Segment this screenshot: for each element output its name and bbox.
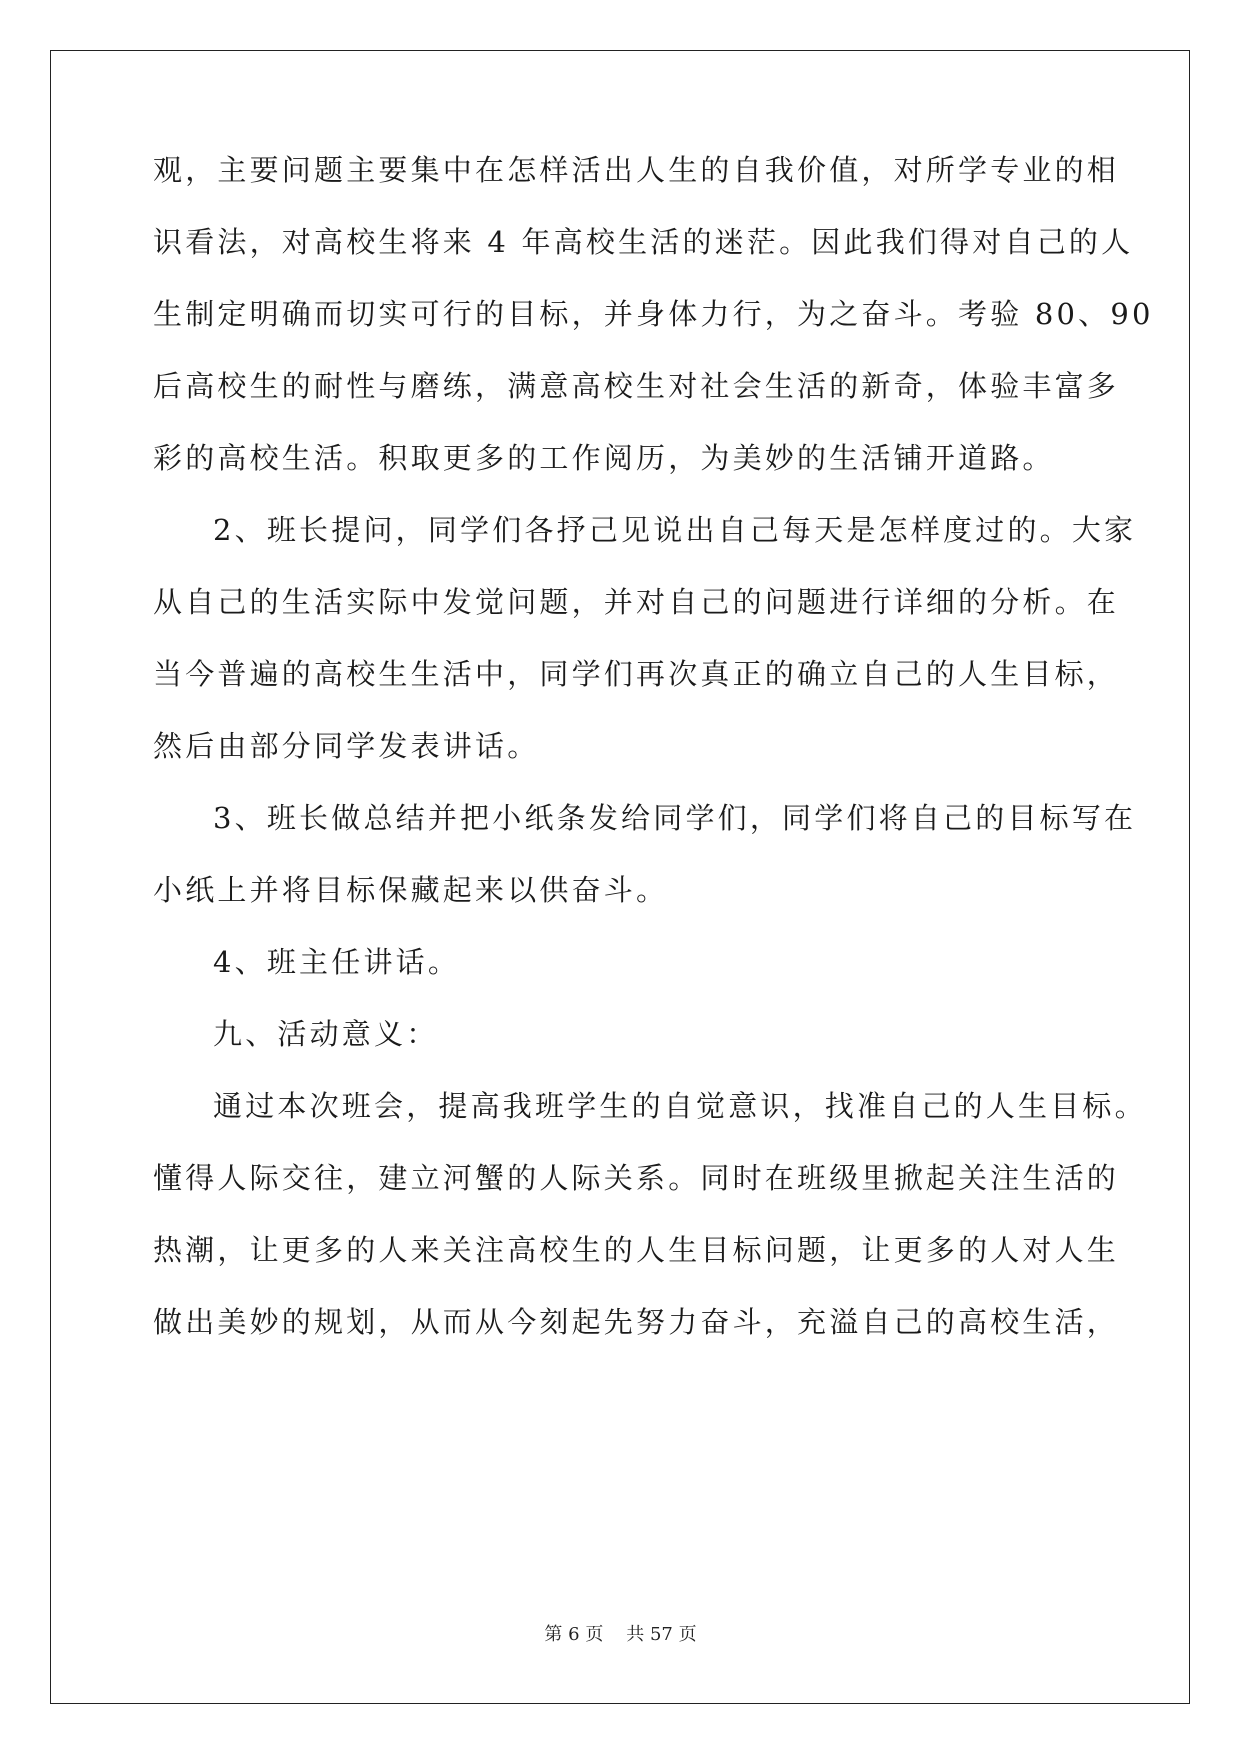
text-line: 生制定明确而切实可行的目标，并身体力行，为之奋斗。考验 80、90 — [153, 297, 1154, 331]
text-line: 小纸上并将目标保藏起来以供奋斗。 — [153, 873, 669, 907]
text-line: 懂得人际交往，建立河蟹的人际关系。同时在班级里掀起关注生活的 — [153, 1161, 1120, 1195]
paragraph-start: 通过本次班会，提高我班学生的自觉意识，找准自己的人生目标。 — [213, 1089, 1147, 1123]
text-line: 后高校生的耐性与磨练，满意高校生对社会生活的新奇，体验丰富多 — [153, 369, 1120, 403]
text-line: 热潮，让更多的人来关注高校生的人生目标问题，让更多的人对人生 — [153, 1233, 1120, 1267]
text-line: 观，主要问题主要集中在怎样活出人生的自我价值，对所学专业的相 — [153, 153, 1120, 187]
paragraph-start: 2、班长提问，同学们各抒己见说出自己每天是怎样度过的。大家 — [213, 513, 1137, 547]
section-heading: 九、活动意义： — [213, 1017, 439, 1051]
paragraph-start: 3、班长做总结并把小纸条发给同学们，同学们将自己的目标写在 — [213, 801, 1137, 835]
text-line: 做出美妙的规划，从而从今刻起先努力奋斗，充溢自己的高校生活， — [153, 1305, 1120, 1339]
text-line: 识看法，对高校生将来 4 年高校生活的迷茫。因此我们得对自己的人 — [153, 225, 1134, 259]
page-number: 第 6 页 — [544, 1624, 604, 1645]
page-footer — [0, 1623, 1241, 1647]
text-line: 当今普遍的高校生生活中，同学们再次真正的确立自己的人生目标， — [153, 657, 1120, 691]
text-line: 然后由部分同学发表讲话。 — [153, 729, 540, 763]
text-line: 从自己的生活实际中发觉问题，并对自己的问题进行详细的分析。在 — [153, 585, 1120, 619]
paragraph-start: 4、班主任讲话。 — [213, 945, 461, 979]
page-total: 共 57 页 — [626, 1624, 697, 1645]
text-line: 彩的高校生活。积取更多的工作阅历，为美妙的生活铺开道路。 — [153, 441, 1055, 475]
